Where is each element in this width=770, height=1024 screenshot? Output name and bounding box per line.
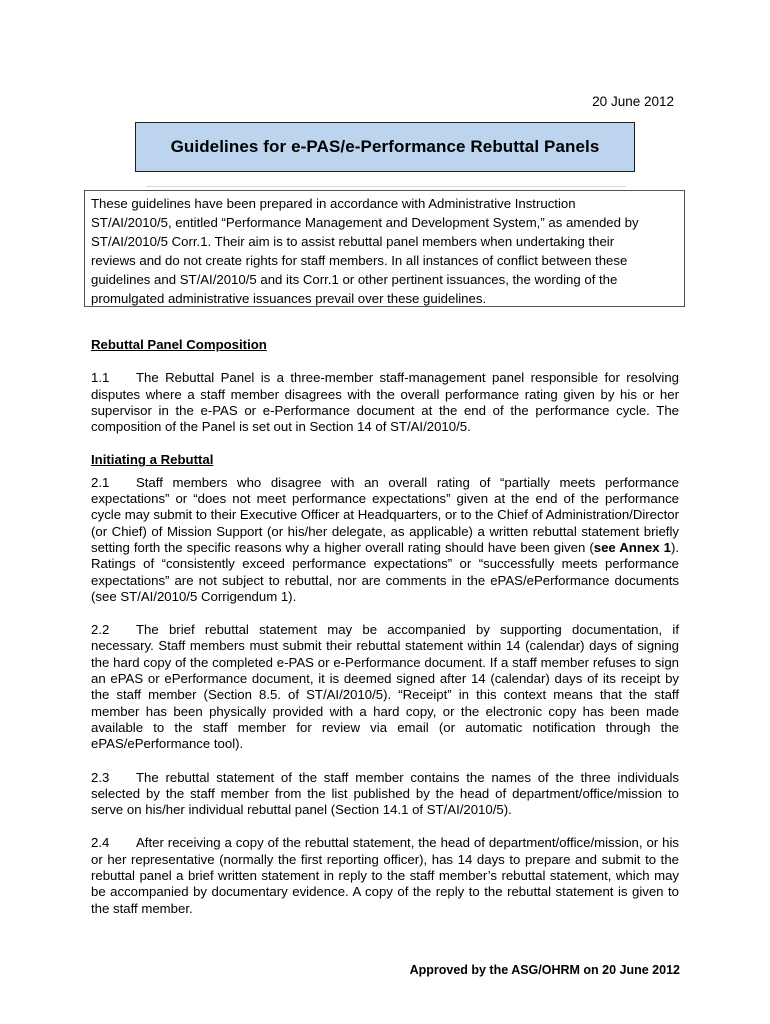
paragraph-2-3 bbox=[91, 770, 679, 819]
paragraph-text: The Rebuttal Panel is a three-member staff-management panel responsible for resolving disputes where a staff member disagrees with the overall performance rating given by his or her supervisor in the e-PAS or e-Performance document at the end of the performance cycle. The composition of the Panel is set out in Section 14 of ST/AI/2010/5. bbox=[91, 370, 679, 435]
intro-line: guidelines and ST/AI/2010/5 and its Corr.1 or other pertinent issuances, the wording of the bbox=[91, 271, 618, 287]
section-heading-initiating: Initiating a Rebuttal bbox=[91, 452, 214, 468]
paragraph-number: 2.1 bbox=[91, 474, 110, 490]
title-divider bbox=[146, 186, 626, 187]
paragraph-text: After receiving a copy of the rebuttal statement, the head of department/office/mission, or his or her representative (normally the first reporting officer), has 14 days to prepare and submit to the rebuttal panel a brief written statement in reply to the staff member’s rebuttal statement, which may be accompanied by documentary evidence. A copy of the reply to the rebuttal statement is given to the staff member. bbox=[91, 835, 679, 916]
paragraph-2-1 bbox=[91, 475, 679, 605]
intro-line: ST/AI/2010/5 Corr.1. Their aim is to assist rebuttal panel members when undertaking their bbox=[91, 233, 615, 249]
annex-reference: see Annex 1 bbox=[593, 539, 671, 555]
intro-line: reviews and do not create rights for staff members. In all instances of conflict between these bbox=[91, 252, 628, 268]
paragraph-number: 2.4 bbox=[91, 835, 110, 851]
paragraph-number: 1.1 bbox=[91, 370, 110, 386]
paragraph-text: The brief rebuttal statement may be accompanied by supporting documentation, if necessary. Staff members must submit their rebuttal statement within 14 (calendar) days of signing the hard copy of the completed e-PAS or e-Performance document. If a staff member refuses to sign an ePAS or ePerformance document, it is deemed signed after 14 (calendar) days of its receipt by the staff member (Section 8.5. of ST/AI/2010/5). “Receipt” in this context means that the staff member has been physically provided with a hard copy, or the electronic copy has been made available to the staff member for review via email (or automatic notification through the ePAS/ePerformance tool). bbox=[91, 622, 679, 752]
document-body bbox=[91, 337, 679, 933]
paragraph-text: The rebuttal statement of the staff member contains the names of the three individuals selected by the staff member from the list published by the head of department/office/mission to serve on his/her individual rebuttal panel (Section 14.1 of ST/AI/2010/5). bbox=[91, 769, 679, 818]
intro-line: ST/AI/2010/5, entitled “Performance Management and Development System,” as amended by bbox=[91, 214, 639, 230]
paragraph-2-2 bbox=[91, 622, 679, 752]
intro-box bbox=[84, 190, 685, 307]
document-title: Guidelines for e-PAS/e-Performance Rebuttal Panels bbox=[170, 137, 600, 156]
paragraph-2-4 bbox=[91, 835, 679, 916]
intro-line: These guidelines have been prepared in accordance with Administrative Instruction bbox=[91, 196, 576, 211]
title-box bbox=[135, 122, 635, 172]
paragraph-1-1 bbox=[91, 370, 679, 435]
section-heading-composition: Rebuttal Panel Composition bbox=[91, 337, 267, 352]
intro-line: promulgated administrative issuances prevail over these guidelines. bbox=[91, 290, 487, 306]
document-date: 20 June 2012 bbox=[592, 94, 674, 109]
paragraph-number: 2.3 bbox=[91, 769, 110, 785]
paragraph-text: Staff members who disagree with an overall rating of “partially meets performance expectations” or “does not meet performance expectations” given at the end of the performance cycle may submit to their Executive Officer at Headquarters, or to the Chief of Administration/Director (or Chief) of Mission Support (or his/her delegate, as applicable) a written rebuttal statement briefly setting forth the specific reasons why a higher overall rating should have been given ( bbox=[91, 474, 679, 555]
paragraph-number: 2.2 bbox=[91, 622, 110, 638]
approval-footer: Approved by the ASG/OHRM on 20 June 2012 bbox=[409, 963, 680, 977]
paragraph-text: ). Ratings of “consistently exceed performance expectations” or “successfully meets performance expectations” are not subject to rebuttal, nor are comments in the ePAS/ePerformance documents (see ST/AI/2010/5 Corrigendum 1). bbox=[91, 539, 679, 604]
